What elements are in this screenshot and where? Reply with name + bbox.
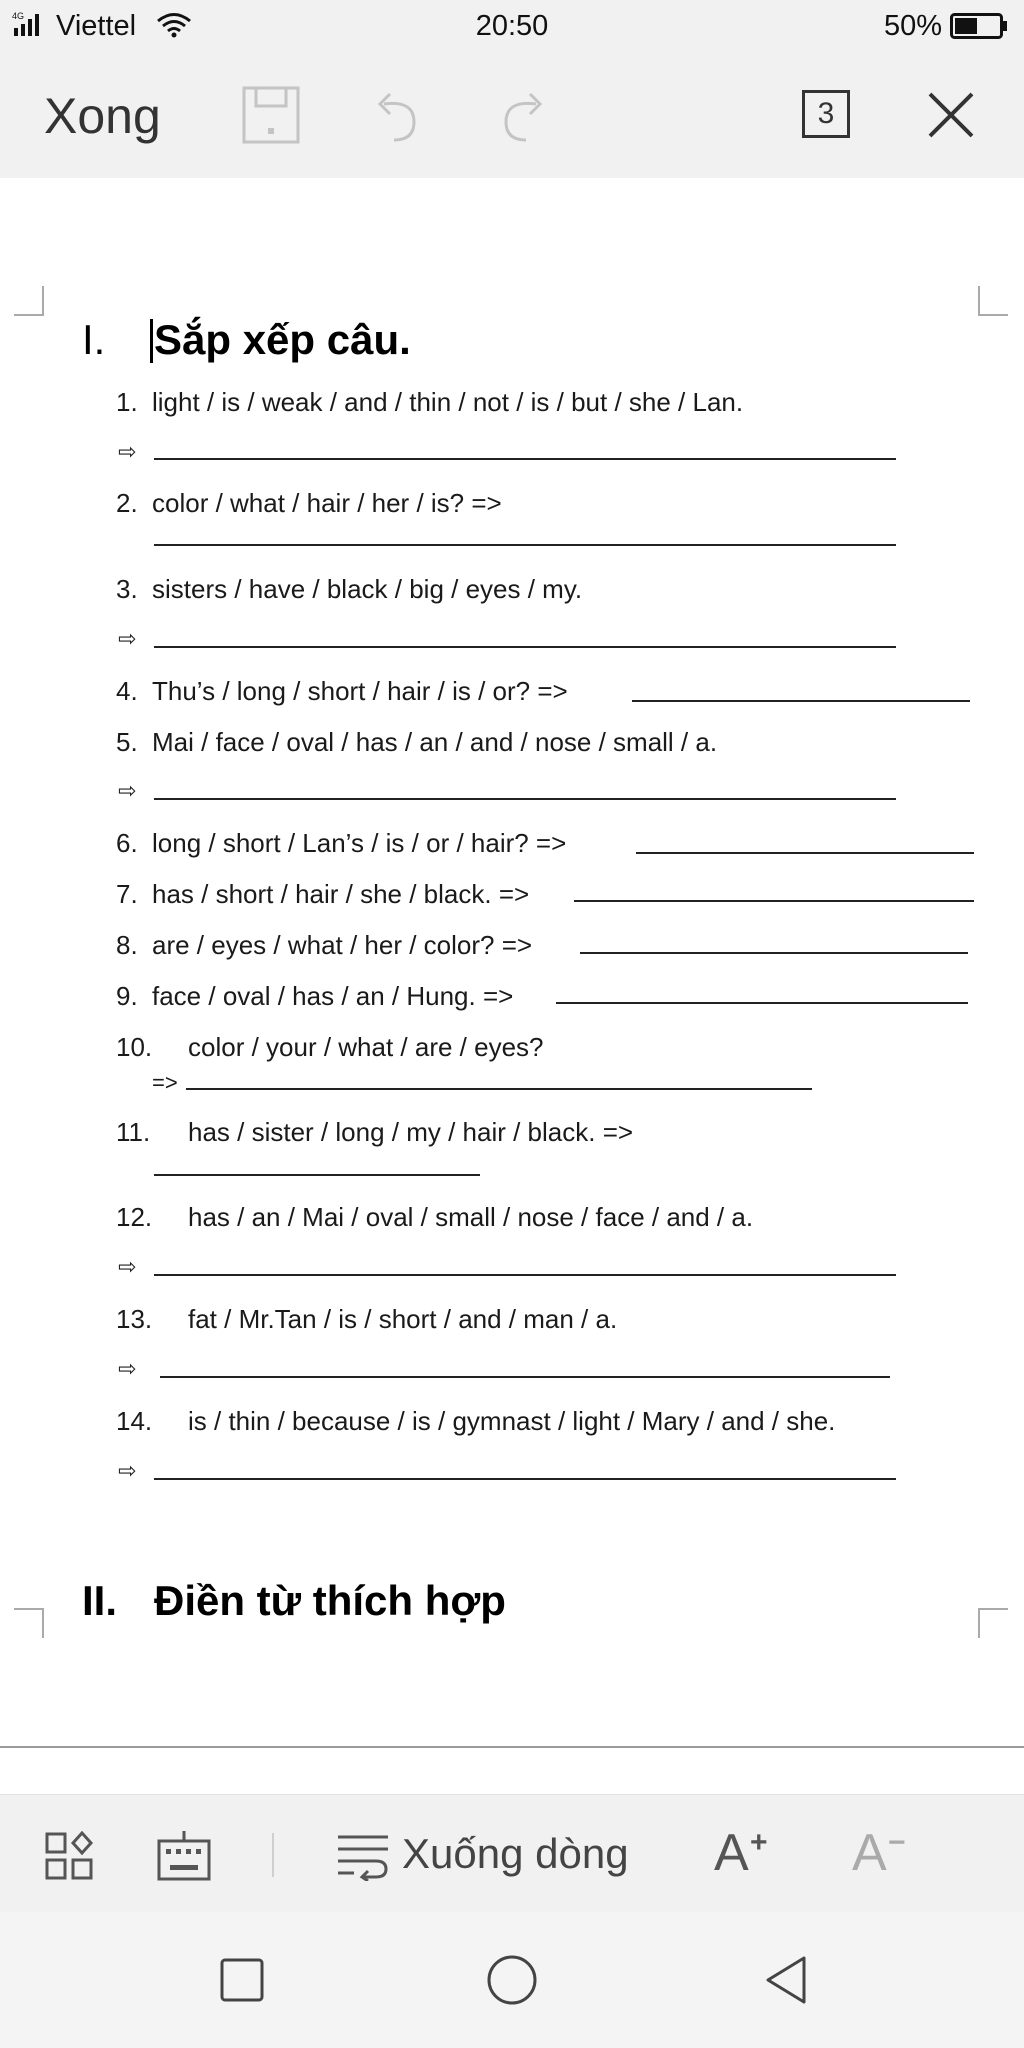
item-number: 3. [116,574,138,604]
answer-blank[interactable] [556,1002,968,1004]
item-number: 11. [116,1117,151,1147]
item-number: 5. [116,727,138,757]
recents-icon[interactable] [216,1954,268,2006]
item-text: has / an / Mai / oval / small / nose / face / and / a. [188,1202,754,1232]
carrier-name: Viettel [56,10,137,42]
font-increase-icon: A [714,1824,749,1882]
item-number: 8. [116,930,138,960]
keyboard-icon[interactable] [156,1829,212,1883]
answer-blank[interactable] [580,952,968,954]
item-text: are / eyes / what / her / color? => [152,930,533,960]
section-number: I. [82,316,106,363]
answer-arrow-icon: ⇨ [118,778,137,803]
newline-icon[interactable] [336,1833,390,1881]
answer-blank[interactable] [186,1088,812,1090]
item-text: is / thin / because / is / gymnast / light / Mary / and / she. [188,1406,836,1436]
font-increase-button[interactable]: A + [714,1824,768,1882]
item-number: 12. [116,1202,153,1232]
text-cursor [150,319,153,363]
answer-blank[interactable] [632,700,970,702]
item-text: Thu’s / long / short / hair / is / or? => [152,676,568,706]
save-icon[interactable] [238,82,304,148]
answer-blank[interactable] [154,646,896,648]
newline-button[interactable]: Xuống dòng [402,1830,629,1877]
margin-corner-marker [978,286,1008,316]
answer-arrow-icon: ⇨ [118,626,137,651]
section-title: Sắp xếp câu. [154,316,411,363]
answer-prefix: => [152,1070,178,1095]
answer-arrow-icon: ⇨ [118,439,137,464]
answer-blank[interactable] [154,1478,896,1480]
answer-arrow-icon: ⇨ [118,1356,137,1381]
done-button[interactable]: Xong [44,88,161,144]
answer-blank[interactable] [154,798,896,800]
item-number: 4. [116,676,138,706]
answer-blank[interactable] [574,900,974,902]
editor-toolbar [0,52,1024,178]
toolbar-separator [272,1833,274,1877]
close-icon[interactable] [918,82,984,148]
answer-blank[interactable] [160,1376,890,1378]
clock: 20:50 [475,10,549,42]
margin-corner-marker [14,286,44,316]
item-text: Mai / face / oval / has / an / and / nose / small / a. [152,727,718,757]
font-decrease-icon: A [852,1824,887,1882]
undo-icon[interactable] [364,82,430,148]
section-title: Điền từ thích hợp [154,1577,506,1624]
page-divider [0,1746,1024,1748]
layout-tools-icon[interactable] [44,1831,94,1881]
network-type: 4G [12,11,25,21]
margin-corner-marker [978,1608,1008,1638]
item-text: color / what / hair / her / is? => [152,488,502,518]
answer-blank[interactable] [154,544,896,546]
answer-arrow-icon: ⇨ [118,1458,137,1483]
status-bar [0,0,1024,52]
item-text: color / your / what / are / eyes? [188,1032,544,1062]
battery-percent: 50% [884,10,943,42]
item-number: 9. [116,981,138,1011]
item-number: 2. [116,488,138,518]
answer-blank[interactable] [154,1174,480,1176]
font-decrease-button[interactable]: A − [852,1824,906,1882]
answer-arrow-icon: ⇨ [118,1254,137,1279]
edit-toolbar [0,1794,1024,1912]
margin-corner-marker [14,1608,44,1638]
item-number: 6. [116,828,138,858]
item-text: has / short / hair / she / black. => [152,879,530,909]
navigation-bar [0,1912,1024,2048]
back-icon[interactable] [760,1954,812,2006]
item-text: light / is / weak / and / thin / not / is / but / she / Lan. [152,387,744,417]
item-text: fat / Mr.Tan / is / short / and / man / a. [188,1304,618,1334]
item-number: 7. [116,879,138,909]
item-text: sisters / have / black / big / eyes / my. [152,574,583,604]
page-count-button[interactable]: 3 [802,90,850,138]
document-page[interactable] [0,178,1024,1750]
item-number: 13. [116,1304,153,1334]
home-icon[interactable] [486,1954,538,2006]
section-number: II. [82,1577,118,1624]
redo-icon[interactable] [490,82,556,148]
item-number: 10. [116,1032,153,1062]
item-text: has / sister / long / my / hair / black. => [188,1117,634,1147]
answer-blank[interactable] [154,458,896,460]
item-number: 1. [116,387,138,417]
item-text: long / short / Lan’s / is / or / hair? => [152,828,567,858]
answer-blank[interactable] [636,852,974,854]
battery-icon [950,13,1008,39]
item-text: face / oval / has / an / Hung. => [152,981,514,1011]
item-number: 14. [116,1406,153,1436]
answer-blank[interactable] [154,1274,896,1276]
